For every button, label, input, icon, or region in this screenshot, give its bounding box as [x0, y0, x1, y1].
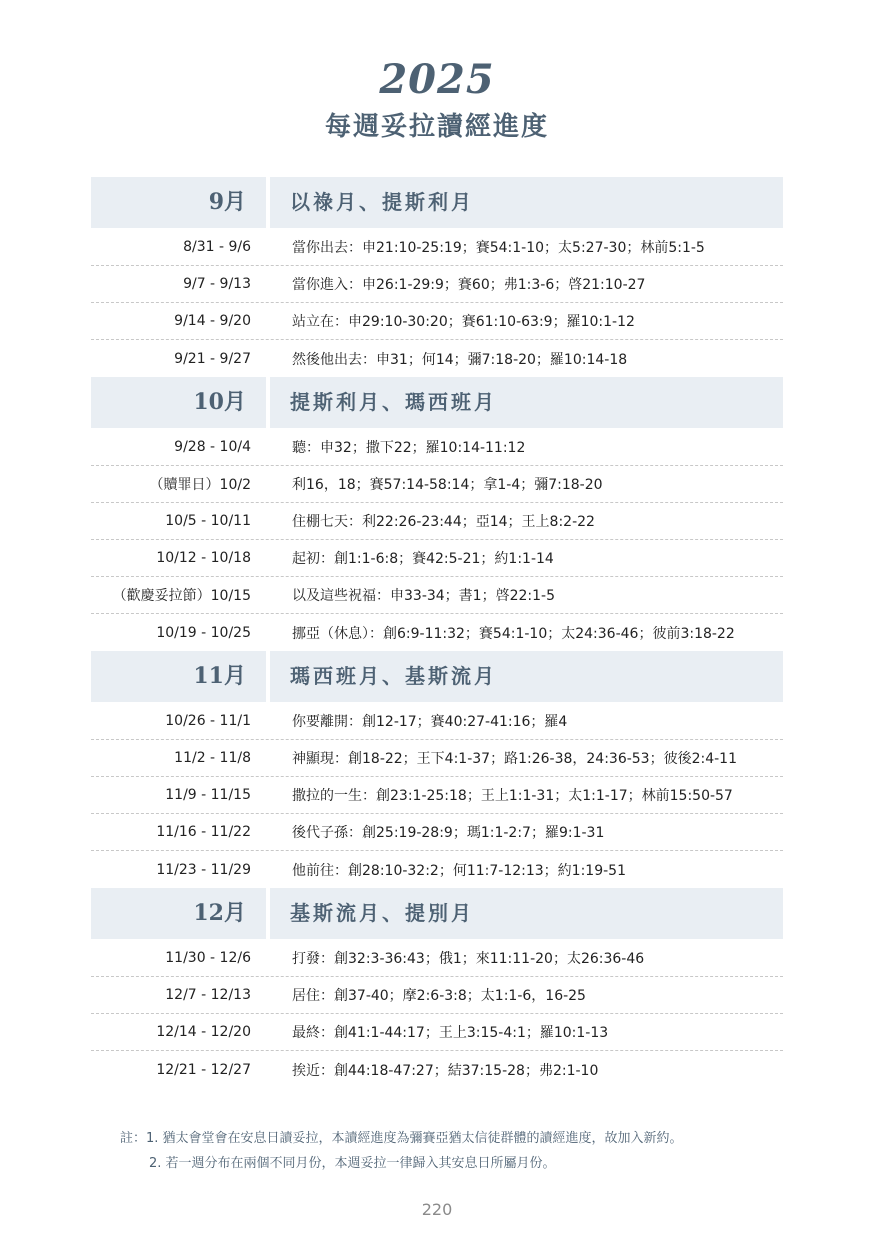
row-date: 11/30 - 12/6: [165, 950, 251, 966]
row-date: 11/16 - 11/22: [156, 824, 251, 840]
month-label: 11月: [91, 651, 266, 702]
page-title: 每週妥拉讀經進度: [324, 112, 549, 142]
row-date: 12/7 - 12/13: [165, 987, 251, 1003]
row-reading: 挨近：創44:18-47:27；結37:15-28；弗2:1-10: [292, 1062, 599, 1079]
row-date: 9/14 - 9/20: [174, 313, 251, 329]
table-row: [91, 303, 783, 340]
table-row: [91, 540, 783, 577]
row-reading: 神顯現：創18-22；王下4:1-37；路1:26-38，24:36-53；彼後2:4-11: [292, 751, 737, 767]
table-row: [91, 740, 783, 777]
table-row: [91, 577, 783, 614]
table-row: [91, 977, 783, 1014]
row-reading: 居住：創37-40；摩2:6-3:8；太1:1-6，16-25: [292, 988, 586, 1004]
month-header-september: [91, 177, 783, 228]
row-date: 11/23 - 11/29: [156, 861, 251, 878]
row-reading: 然後他出去：申31；何14；彌7:18-20；羅10:14-18: [292, 351, 628, 368]
table-row: [91, 266, 783, 303]
row-reading: 打發：創32:3-36:43；俄1；來11:11-20；太26:36-46: [292, 951, 645, 967]
row-reading: 利16，18；賽57:14-58:14；拿1-4；彌7:18-20: [292, 477, 603, 493]
row-date: 10/12 - 10/18: [156, 550, 251, 566]
table-row: [91, 1051, 783, 1088]
row-date: （贖罪日）10/2: [149, 477, 251, 493]
month-header-december: [91, 888, 783, 939]
footnote-2: 2. 若一週分布在兩個不同月份，本週妥拉一律歸入其安息日所屬月份。: [149, 1156, 556, 1171]
row-reading: 當你進入：申26:1-29:9；賽60；弗1:3-6；啓21:10-27: [292, 277, 646, 293]
row-reading: 你要離開：創12-17；賽40:27-41:16；羅4: [292, 714, 568, 730]
row-reading: 當你出去：申21:10-25:19；賽54:1-10；太5:27-30；林前5:1-5: [292, 240, 705, 256]
reading-schedule-table: [91, 177, 783, 1088]
row-date: 9/7 - 9/13: [183, 276, 251, 292]
month-hebrew-names: 瑪西班月、基斯流月: [270, 651, 783, 702]
row-date: 10/5 - 10/11: [165, 513, 251, 529]
row-date: 10/19 - 10/25: [156, 624, 251, 641]
month-label: 9月: [91, 177, 266, 228]
row-date: 9/21 - 9/27: [174, 350, 251, 367]
table-row: [91, 777, 783, 814]
row-reading: 以及這些祝福：申33-34；書1；啓22:1-5: [292, 588, 555, 604]
row-reading: 撒拉的一生：創23:1-25:18；王上1:1-31；太1:1-17；林前15:50-57: [292, 788, 733, 804]
row-reading: 挪亞（休息）：創6:9-11:32；賽54:1-10；太24:36-46；彼前3:18-22: [292, 625, 735, 642]
row-date: 12/21 - 12/27: [156, 1061, 251, 1078]
month-header-october: [91, 377, 783, 428]
table-row: [91, 340, 783, 377]
table-row: [91, 503, 783, 540]
row-reading: 起初：創1:1-6:8；賽42:5-21；約1:1-14: [292, 551, 554, 567]
table-row: [91, 940, 783, 977]
row-reading: 站立在：申29:10-30:20；賽61:10-63:9；羅10:1-12: [292, 314, 635, 330]
table-row: [91, 229, 783, 266]
month-header-november: [91, 651, 783, 702]
row-reading: 他前往：創28:10-32:2；何11:7-12:13；約1:19-51: [292, 862, 626, 879]
table-row: [91, 429, 783, 466]
row-date: 12/14 - 12/20: [156, 1024, 251, 1040]
page-year: 2025: [379, 56, 495, 103]
row-date: 10/26 - 11/1: [165, 713, 251, 729]
row-date: 11/9 - 11/15: [165, 787, 251, 803]
month-label: 12月: [91, 888, 266, 939]
row-reading: 住棚七天：利22:26-23:44；亞14；王上8:2-22: [292, 514, 595, 530]
table-row: [91, 1014, 783, 1051]
row-reading: 聽：申32；撒下22；羅10:14-11:12: [292, 440, 526, 456]
footnotes: [120, 1126, 820, 1176]
month-hebrew-names: 提斯利月、瑪西班月: [270, 377, 783, 428]
row-reading: 後代子孫：創25:19-28:9；瑪1:1-2:7；羅9:1-31: [292, 825, 605, 841]
row-date: 11/2 - 11/8: [174, 750, 251, 766]
page-number: 220: [421, 1200, 453, 1219]
row-date: 9/28 - 10/4: [174, 439, 251, 455]
month-hebrew-names: 以祿月、提斯利月: [270, 177, 783, 228]
table-row: [91, 614, 783, 651]
row-date: （歡慶妥拉節）10/15: [112, 588, 251, 604]
month-label: 10月: [91, 377, 266, 428]
table-row: [91, 851, 783, 888]
row-date: 8/31 - 9/6: [183, 239, 251, 255]
table-row: [91, 466, 783, 503]
table-row: [91, 814, 783, 851]
table-row: [91, 703, 783, 740]
month-hebrew-names: 基斯流月、提別月: [270, 888, 783, 939]
row-reading: 最終：創41:1-44:17；王上3:15-4:1；羅10:1-13: [292, 1025, 609, 1041]
footnote-1: 註：1. 猶太會堂會在安息日讀妥拉，本讀經進度為彌賽亞猶太信徒群體的讀經進度，故加入新約。: [120, 1131, 683, 1146]
